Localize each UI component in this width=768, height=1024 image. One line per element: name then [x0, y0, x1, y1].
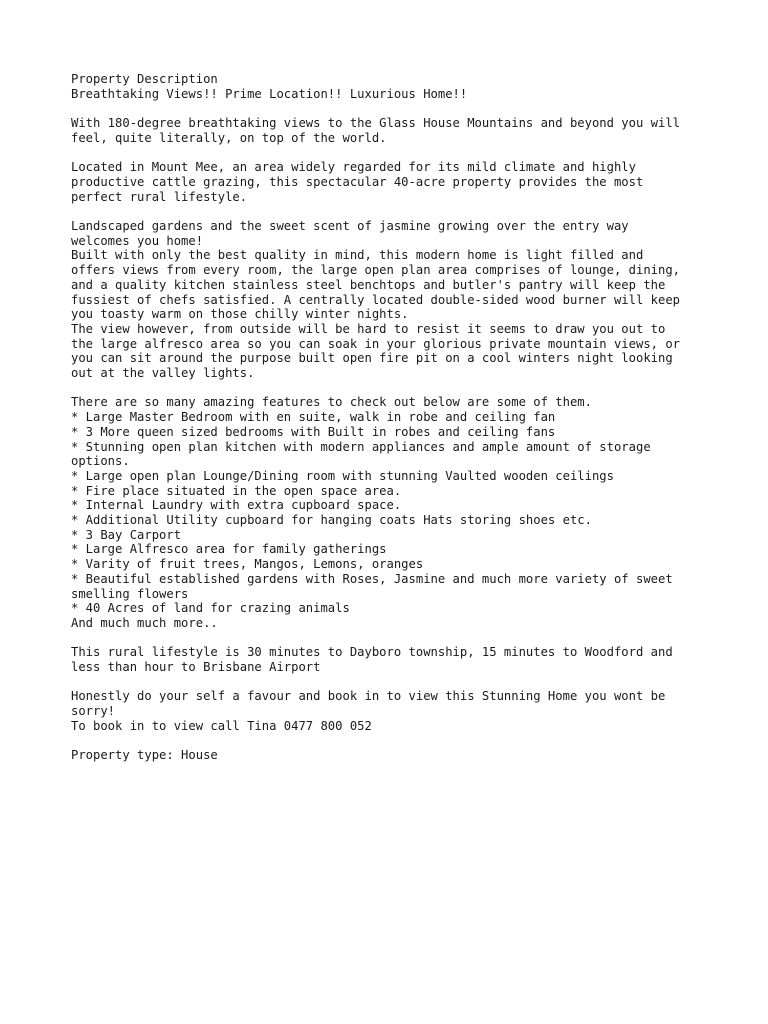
booking-contact: To book in to view call Tina 0477 800 052 [71, 718, 372, 733]
text-line: sorry! [71, 704, 116, 719]
location-paragraph [71, 160, 711, 204]
document-body [71, 72, 711, 763]
list-item: * Large Master Bedroom with en suite, walk in robe and ceiling fan [71, 410, 556, 425]
text-line: With 180-degree breathtaking views to the Glass House Mountains and beyond you will [71, 116, 681, 131]
list-item: * Large Alfresco area for family gatherings [71, 542, 387, 557]
spacer [71, 734, 711, 749]
distance-paragraph [71, 645, 711, 674]
list-item: * Beautiful established gardens with Roses, Jasmine and much more variety of sweet [71, 571, 673, 586]
spacer [71, 101, 711, 116]
intro-paragraph [71, 116, 711, 145]
list-item: * Additional Utility cupboard for hanging coats Hats storing shoes etc. [71, 513, 592, 528]
spacer [71, 204, 711, 219]
text-line: productive cattle grazing, this spectacular 40-acre property provides the most [71, 174, 644, 189]
description-paragraph [71, 219, 711, 381]
spacer [71, 675, 711, 690]
text-line: Built with only the best quality in mind, this modern home is light filled and [71, 248, 644, 263]
features-outro: And much much more.. [71, 615, 218, 630]
text-line: offers views from every room, the large open plan area comprises of lounge, dining, [71, 263, 681, 278]
spacer [71, 381, 711, 396]
list-item: * Large open plan Lounge/Dining room with stunning Vaulted wooden ceilings [71, 468, 614, 483]
list-item: smelling flowers [71, 586, 189, 601]
list-item: * Varity of fruit trees, Mangos, Lemons, oranges [71, 557, 424, 572]
text-line: Honestly do your self a favour and book in to view this Stunning Home you wont be [71, 689, 666, 704]
text-line: Located in Mount Mee, an area widely regarded for its mild climate and highly [71, 160, 636, 175]
list-item: * 3 Bay Carport [71, 527, 182, 542]
text-line: you toasty warm on those chilly winter nights. [71, 307, 409, 322]
text-line: perfect rural lifestyle. [71, 189, 248, 204]
list-item: * Internal Laundry with extra cupboard space. [71, 498, 402, 513]
spacer [71, 146, 711, 161]
text-line: The view however, from outside will be hard to resist it seems to draw you out to [71, 321, 666, 336]
text-line: out at the valley lights. [71, 366, 255, 381]
text-line: fussiest of chefs satisfied. A centrally located double-sided wood burner will keep [71, 292, 681, 307]
spacer [71, 631, 711, 646]
booking-paragraph [71, 689, 711, 733]
list-item: * Fire place situated in the open space area. [71, 483, 402, 498]
list-item: * Stunning open plan kitchen with modern appliances and ample amount of storage [71, 439, 651, 454]
list-item: options. [71, 454, 130, 469]
text-line: Landscaped gardens and the sweet scent of jasmine growing over the entry way [71, 218, 629, 233]
text-line: less than hour to Brisbane Airport [71, 660, 321, 675]
document-headline: Breathtaking Views!! Prime Location!! Luxurious Home!! [71, 86, 468, 101]
text-line: and a quality kitchen stainless steel benchtops and butler's pantry will keep the [71, 277, 666, 292]
text-line: This rural lifestyle is 30 minutes to Dayboro township, 15 minutes to Woodford and [71, 645, 673, 660]
features-intro: There are so many amazing features to check out below are some of them. [71, 395, 592, 410]
list-item: * 3 More queen sized bedrooms with Built in robes and ceiling fans [71, 424, 556, 439]
text-line: welcomes you home! [71, 233, 204, 248]
list-item: * 40 Acres of land for crazing animals [71, 601, 350, 616]
text-line: feel, quite literally, on top of the world. [71, 130, 387, 145]
document-heading: Property Description [71, 72, 218, 86]
text-line: you can sit around the purpose built open fire pit on a cool winters night looking [71, 351, 673, 366]
text-line: the large alfresco area so you can soak in your glorious private mountain views, or [71, 336, 681, 351]
property-type: Property type: House [71, 748, 218, 763]
features-list [71, 395, 711, 630]
